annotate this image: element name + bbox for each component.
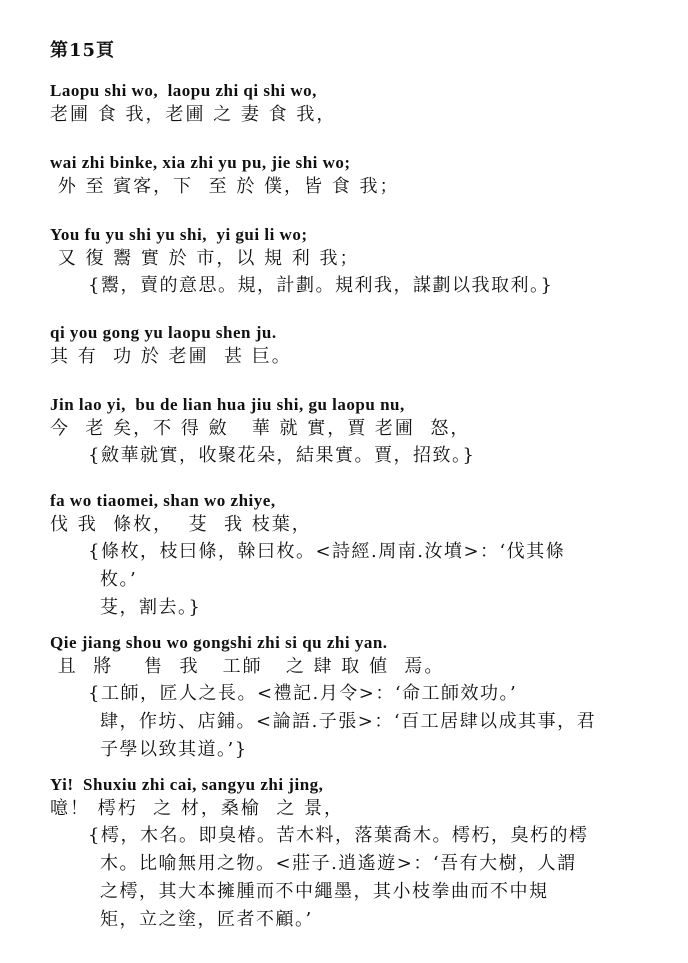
annotation-line: {斂華就實，收聚花朵，結果實。賈，招致。}: [88, 445, 476, 466]
verse-block: [50, 224, 553, 300]
verse-block: [50, 80, 336, 128]
verse-block: [50, 632, 596, 764]
annotation-line: {鬻，賣的意思。規，計劃。規利我，謀劃以我取利。}: [88, 275, 554, 296]
pinyin-line: Qie jiang shou wo gongshi zhi si qu zhi yan.: [50, 633, 388, 652]
annotation-line: 芟，割去。}: [100, 597, 202, 618]
hanzi-line: 且 將 售 我 工師 之 肆 取 値 焉。: [50, 656, 445, 677]
annotation-line: 枚。’: [100, 569, 138, 590]
verse-block: [50, 490, 565, 622]
annotation-line: {樗，木名。即臭椿。苦木料，落葉喬木。樗朽，臭朽的樗: [88, 825, 589, 846]
annotation-line: {條枚，枝曰條，榦曰枚。<詩經.周南.汝墳>：‘伐其條: [88, 541, 566, 562]
verse-block: [50, 394, 475, 470]
page-title: 第15頁: [50, 40, 116, 61]
annotation-line: 木。比喻無用之物。<莊子.逍遙遊>：‘吾有大樹，人謂: [100, 853, 577, 874]
verse-block: [50, 322, 292, 370]
hanzi-line: 外 至 賓客，下 至 於 僕，皆 食 我；: [50, 176, 400, 197]
annotation-line: {工師，匠人之長。<禮記.月令>：‘命工師效功。’: [88, 683, 518, 704]
pinyin-line: Yi! Shuxiu zhi cai, sangyu zhi jing,: [50, 775, 324, 794]
hanzi-line: 伐 我 條枚， 芟 我 枝葉，: [50, 514, 312, 535]
pinyin-line: qi you gong yu laopu shen ju.: [50, 323, 277, 342]
hanzi-line: 今 老 矣，不 得 斂 華 就 實，賈 老圃 怒，: [50, 418, 471, 439]
verse-block: [50, 774, 588, 934]
hanzi-line: 又 復 鬻 實 於 市，以 規 利 我；: [50, 248, 360, 269]
pinyin-line: You fu yu shi yu shi, yi gui li wo;: [50, 225, 308, 244]
pinyin-line: wai zhi binke, xia zhi yu pu, jie shi wo;: [50, 153, 351, 172]
pinyin-line: Jin lao yi, bu de lian hua jiu shi, gu laopu nu,: [50, 395, 405, 414]
hanzi-line: 噫！ 樗朽 之 材，桑榆 之 景，: [50, 798, 345, 819]
hanzi-line: 其 有 功 於 老圃 甚 巨。: [50, 346, 292, 367]
verse-block: [50, 152, 400, 200]
pinyin-line: Laopu shi wo, laopu zhi qi shi wo,: [50, 81, 317, 100]
annotation-line: 肆，作坊、店鋪。<論語.子張>：‘百工居肆以成其事，君: [100, 711, 597, 732]
annotation-line: 子學以致其道。’}: [100, 739, 248, 760]
annotation-line: 矩，立之塗，匠者不顧。’: [100, 909, 313, 930]
pinyin-line: fa wo tiaomei, shan wo zhiye,: [50, 491, 276, 510]
annotation-line: 之樗，其大本擁腫而不中繩墨，其小枝拳曲而不中規: [100, 881, 549, 902]
hanzi-line: 老圃 食 我，老圃 之 妻 食 我，: [50, 104, 337, 125]
